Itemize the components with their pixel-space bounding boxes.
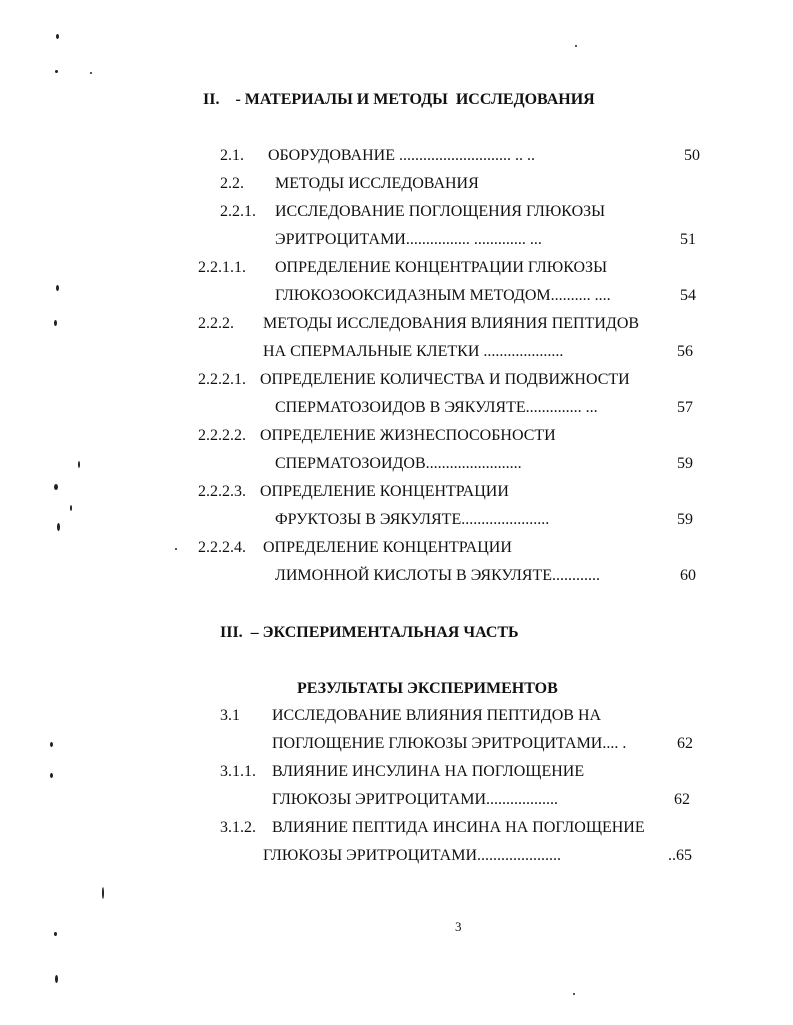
toc-num: 2.2.2.3. [198, 483, 246, 500]
scan-speck [54, 484, 58, 490]
toc-num: 2.1. [220, 147, 244, 164]
toc-num: 2.2.2.4. [198, 539, 246, 556]
scan-speck [575, 45, 577, 47]
toc-entry-title: МЕТОДЫ ИССЛЕДОВАНИЯ [275, 175, 479, 192]
page-number: 3 [455, 919, 462, 934]
scan-speck [573, 993, 575, 995]
toc-entry-title: ИССЛЕДОВАНИЕ ВЛИЯНИЯ ПЕПТИДОВ НА [272, 707, 602, 724]
toc-entry-title: ОПРЕДЕЛЕНИЕ ЖИЗНЕСПОСОБНОСТИ [260, 427, 556, 444]
toc-entry-title: НА СПЕРМАЛЬНЫЕ КЛЕТКИ .................... [263, 343, 564, 360]
toc-page: 54 [680, 287, 696, 304]
toc-entry-title: ГЛЮКОЗООКСИДАЗНЫМ МЕТОДОМ.......... .... [275, 287, 611, 304]
toc-page: 59 [677, 455, 693, 472]
toc-entry-title: ОПРЕДЕЛЕНИЕ КОЛИЧЕСТВА И ПОДВИЖНОСТИ [260, 371, 630, 388]
toc-num: 2.2.1.1. [198, 259, 246, 276]
toc-entry-title: ГЛЮКОЗЫ ЭРИТРОЦИТАМИ..................... [263, 847, 561, 864]
toc-entry-title: ОПРЕДЕЛЕНИЕ КОНЦЕНТРАЦИИ [260, 483, 509, 500]
scan-speck [175, 548, 177, 550]
scan-speck [56, 285, 59, 291]
toc-num: 2.2.1. [220, 203, 256, 220]
toc-entry-title: ЭРИТРОЦИТАМИ................ ............. ... [275, 231, 542, 248]
toc-page: 60 [680, 567, 696, 584]
toc-page: 51 [680, 231, 696, 248]
toc-entry-title: ВЛИЯНИЕ ПЕПТИДА ИНСИНА НА ПОГЛОЩЕНИЕ [272, 819, 645, 836]
toc-entry-title: ОПРЕДЕЛЕНИЕ КОНЦЕНТРАЦИИ ГЛЮКОЗЫ [275, 259, 608, 276]
toc-num: 2.2.2.2. [198, 427, 246, 444]
toc-page: 62 [677, 735, 693, 752]
toc-page: 50 [684, 147, 700, 164]
toc-entry-title: МЕТОДЫ ИССЛЕДОВАНИЯ ВЛИЯНИЯ ПЕПТИДОВ [263, 315, 640, 332]
scan-speck [50, 773, 53, 778]
scan-speck [55, 70, 58, 73]
scan-speck [70, 505, 72, 511]
toc-page: 59 [677, 511, 693, 528]
toc-num: 2.2. [220, 175, 244, 192]
toc-entry-title: ИССЛЕДОВАНИЕ ПОГЛОЩЕНИЯ ГЛЮКОЗЫ [275, 203, 606, 220]
toc-page: 56 [677, 343, 693, 360]
toc-entry-title: ВЛИЯНИЕ ИНСУЛИНА НА ПОГЛОЩЕНИЕ [272, 763, 585, 780]
toc-page: 62 [674, 791, 690, 808]
toc-entry-title: ГЛЮКОЗЫ ЭРИТРОЦИТАМИ.................. [272, 791, 558, 808]
scan-speck [54, 320, 57, 326]
toc-num: 3.1.1. [220, 763, 256, 780]
scan-speck [90, 72, 92, 74]
toc-entry-title: ФРУКТОЗЫ В ЭЯКУЛЯТЕ...................... [275, 511, 550, 528]
toc-num: 2.2.2. [198, 315, 234, 332]
scan-speck [55, 975, 58, 983]
toc-num: 3.1 [220, 707, 240, 724]
toc-page: 57 [677, 399, 693, 416]
scan-speck [54, 932, 57, 936]
toc-entry-title: ПОГЛОЩЕНИЕ ГЛЮКОЗЫ ЭРИТРОЦИТАМИ.... . [272, 735, 627, 752]
toc-entry-title: ОПРЕДЕЛЕНИЕ КОНЦЕНТРАЦИИ [263, 539, 512, 556]
section-2-heading: II. - МАТЕРИАЛЫ И МЕТОДЫ ИССЛЕДОВАНИЯ [203, 91, 595, 108]
toc-entry-title: ЛИМОННОЙ КИСЛОТЫ В ЭЯКУЛЯТЕ............ [275, 567, 601, 584]
toc-entry-title: СПЕРМАТОЗОИДОВ В ЭЯКУЛЯТЕ.............. ... [275, 399, 598, 416]
scan-speck [102, 887, 104, 899]
scan-speck [50, 742, 53, 747]
scan-speck [78, 461, 80, 468]
results-subheading: РЕЗУЛЬТАТЫ ЭКСПЕРИМЕНТОВ [297, 680, 558, 697]
toc-page: ..65 [668, 847, 692, 864]
toc-entry-title: СПЕРМАТОЗОИДОВ........................ [275, 455, 522, 472]
section-3-heading: III. – ЭКСПЕРИМЕНТАЛЬНАЯ ЧАСТЬ [220, 624, 519, 641]
toc-entry-title: ОБОРУДОВАНИЕ ............................ .. .. [268, 147, 535, 164]
scan-speck [56, 34, 59, 39]
scan-speck [57, 523, 60, 531]
toc-num: 2.2.2.1. [198, 371, 246, 388]
toc-num: 3.1.2. [220, 819, 256, 836]
